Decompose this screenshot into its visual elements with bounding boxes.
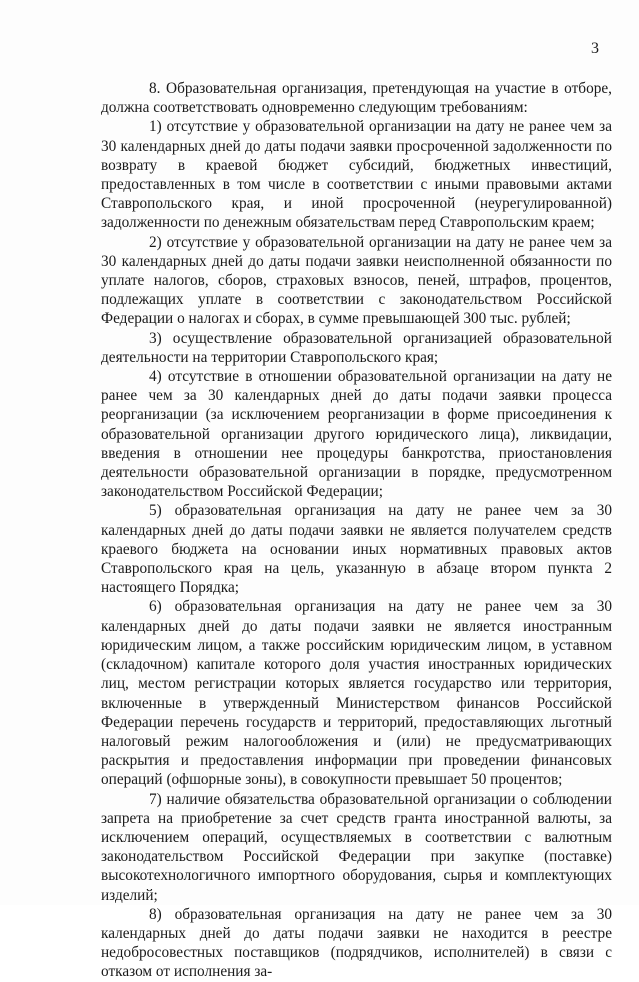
paragraph-requirement-3: 3) осуществление образовательной организацией образовательной деятельности на территории Ставропольского края; bbox=[101, 329, 612, 366]
paragraph-item-8-intro: 8. Образовательная организация, претендующая на участие в отборе, должна соответствовать одновременно следующим требованиям: bbox=[101, 80, 612, 117]
paragraph-requirement-8: 8) образовательная организация на дату не ранее чем за 30 календарных дней до даты подачи заявки не находится в реестре недобросовестных поставщиков (подрядчиков, исполнителей) в связи с отказом от исполнения за- bbox=[101, 905, 612, 981]
paragraph-requirement-7: 7) наличие обязательства образовательной организации о соблюдении запрета на приобретение за счет средств гранта иностранной валюты, за исключением операций, осуществляемых в соответствии с валютным законодательством Российской Федерации при закупке (поставке) высокотехнологичного импортного оборудования, сырья и комплектующих изделий; bbox=[101, 790, 612, 904]
document-body bbox=[101, 79, 612, 982]
page-number: 3 bbox=[591, 40, 599, 57]
paragraph-requirement-4: 4) отсутствие в отношении образовательной организации на дату не ранее чем за 30 календарных дней до даты подачи заявки процесса реорганизации (за исключением реорганизации в форме присоединения к образовательной организации другого юридического лица), ликвидации, введения в отношении нее процедуры банкротства, приостановления деятельности образовательной организации в порядке, предусмотренном законодательством Российской Федерации; bbox=[101, 368, 612, 501]
paragraph-requirement-1: 1) отсутствие у образовательной организации на дату не ранее чем за 30 календарных дней до даты подачи заявки просроченной задолженности по возврату в краевой бюджет субсидий, бюджетных инвестиций, предоставленных в том числе в соответствии с иными правовыми актами Ставропольского края, и иной просроченной (неурегулированной) задолженности по денежным обязательствам перед Ставропольским краем; bbox=[101, 118, 612, 232]
paragraph-requirement-6: 6) образовательная организация на дату не ранее чем за 30 календарных дней до даты подачи заявки не является иностранным юридическим лицом, а также российским юридическим лицом, в уставном (складочном) капитале которого доля участия иностранных юридических лиц, местом регистрации которых является государство или территория, включенные в утвержденный Министерством финансов Российской Федерации перечень государств и территорий, предоставляющих льготный налоговый режим налогообложения и (или) не предусматривающих раскрытия и предоставления информации при проведении финансовых операций (офшорные зоны), в совокупности превышает 50 процентов; bbox=[101, 598, 612, 789]
paragraph-requirement-5: 5) образовательная организация на дату не ранее чем за 30 календарных дней до даты подачи заявки не является получателем средств краевого бюджета на основании иных нормативных правовых актов Ставропольского края на цель, указанную в абзаце втором пункта 2 настоящего Порядка; bbox=[101, 502, 612, 597]
paragraph-requirement-2: 2) отсутствие у образовательной организации на дату не ранее чем за 30 календарных дней до даты подачи заявки неисполненной обязанности по уплате налогов, сборов, страховых взносов, пеней, штрафов, процентов, подлежащих уплате в соответствии с законодательством Российской Федерации о налогах и сборах, в сумме превышающей 300 тыс. рублей; bbox=[101, 233, 612, 328]
